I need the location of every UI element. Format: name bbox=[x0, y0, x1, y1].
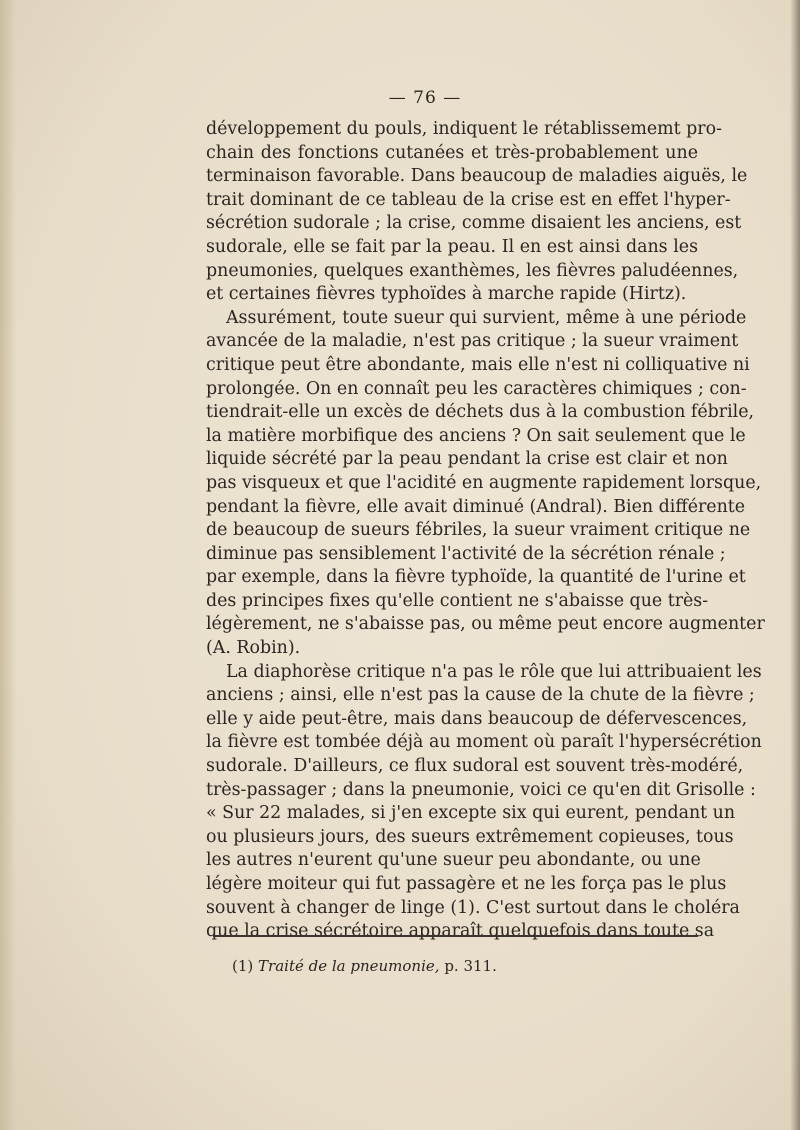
text-line: terminaison favorable. Dans beaucoup de maladies aiguës, le bbox=[206, 166, 748, 187]
text-line: légèrement, ne s'abaisse pas, ou même peut encore augmenter bbox=[206, 614, 765, 635]
text-line: La diaphorèse critique n'a pas le rôle que lui attribuaient les bbox=[226, 661, 762, 682]
text-line: légère moiteur qui fut passagère et ne les força pas le plus bbox=[206, 874, 727, 894]
page-left-edge bbox=[0, 0, 16, 1130]
text-line: sudorale. D'ailleurs, ce flux sudoral est souvent très-modéré, bbox=[206, 756, 744, 777]
text-line: de beaucoup de sueurs fébriles, la sueur vraiment critique ne bbox=[206, 520, 751, 541]
text-line: liquide sécrété par la peau pendant la crise est clair et non bbox=[206, 449, 728, 470]
text-line: sudorale, elle se fait par la peau. Il en est ainsi dans les bbox=[206, 236, 698, 257]
footnote-page: p. 311. bbox=[444, 957, 497, 975]
text-line: (A. Robin). bbox=[206, 638, 301, 659]
text-line: tiendrait-elle un excès de déchets dus à la combustion fébrile, bbox=[206, 402, 755, 423]
text-line: très-passager ; dans la pneumonie, voici ce qu'en dit Grisolle : bbox=[206, 779, 756, 800]
text-line: anciens ; ainsi, elle n'est pas la cause de la chute de la fièvre ; bbox=[206, 685, 755, 706]
page-number: — 76 — bbox=[388, 88, 462, 108]
footnote-title: Traité de la pneumonie, bbox=[258, 957, 440, 975]
text-line: pneumonies, quelques exanthèmes, les fièvres paludéennes, bbox=[206, 260, 739, 281]
text-line: pas visqueux et que l'acidité en augmente rapidement lorsque, bbox=[206, 472, 762, 493]
text-line: diminue pas sensiblement l'activité de la sécrétion rénale ; bbox=[206, 543, 726, 564]
text-line: sécrétion sudorale ; la crise, comme disaient les anciens, est bbox=[206, 213, 742, 234]
text-line: elle y aide peut-être, mais dans beaucoup de défervescences, bbox=[206, 708, 748, 729]
text-line: les autres n'eurent qu'une sueur peu abondante, ou une bbox=[206, 850, 701, 871]
text-line: ou plusieurs jours, des sueurs extrêmement copieuses, tous bbox=[206, 826, 734, 847]
text-line: pendant la fièvre, elle avait diminué (Andral). Bien différente bbox=[206, 496, 746, 517]
text-line: souvent à changer de linge (1). C'est surtout dans le choléra bbox=[206, 897, 740, 918]
text-line: la matière morbifique des anciens ? On sait seulement que le bbox=[206, 425, 746, 446]
page-right-edge bbox=[790, 0, 800, 1130]
text-line: que la crise sécrétoire apparaît quelquefois dans toute sa bbox=[206, 921, 715, 942]
text-line: par exemple, dans la fièvre typhoïde, la quantité de l'urine et bbox=[206, 567, 746, 588]
text-line: « Sur 22 malades, si j'en excepte six qui eurent, pendant un bbox=[206, 803, 736, 824]
text-line: critique peut être abondante, mais elle n'est ni colliquative ni bbox=[206, 354, 750, 375]
text-line: et certaines fièvres typhoïdes à marche rapide (Hirtz). bbox=[206, 284, 687, 305]
text-line: trait dominant de ce tableau de la crise est en effet l'hyper- bbox=[206, 189, 731, 210]
text-line: prolongée. On en connaît peu les caractères chimiques ; con- bbox=[206, 378, 747, 399]
text-line: développement du pouls, indiquent le rétablissememt pro- bbox=[206, 119, 722, 139]
text-line: avancée de la maladie, n'est pas critique ; la sueur vraiment bbox=[206, 331, 739, 352]
footnote-marker: (1) bbox=[232, 957, 254, 975]
text-line: chain des fonctions cutanées et très-probablement une bbox=[206, 142, 698, 163]
body-text bbox=[206, 118, 765, 944]
footnote bbox=[232, 957, 497, 975]
text-line: la fièvre est tombée déjà au moment où paraît l'hypersécrétion bbox=[206, 732, 762, 753]
footnote-separator bbox=[213, 935, 698, 937]
text-line: des principes fixes qu'elle contient ne s'abaisse que très- bbox=[206, 590, 709, 611]
text-line: Assurément, toute sueur qui survient, même à une période bbox=[226, 307, 747, 328]
